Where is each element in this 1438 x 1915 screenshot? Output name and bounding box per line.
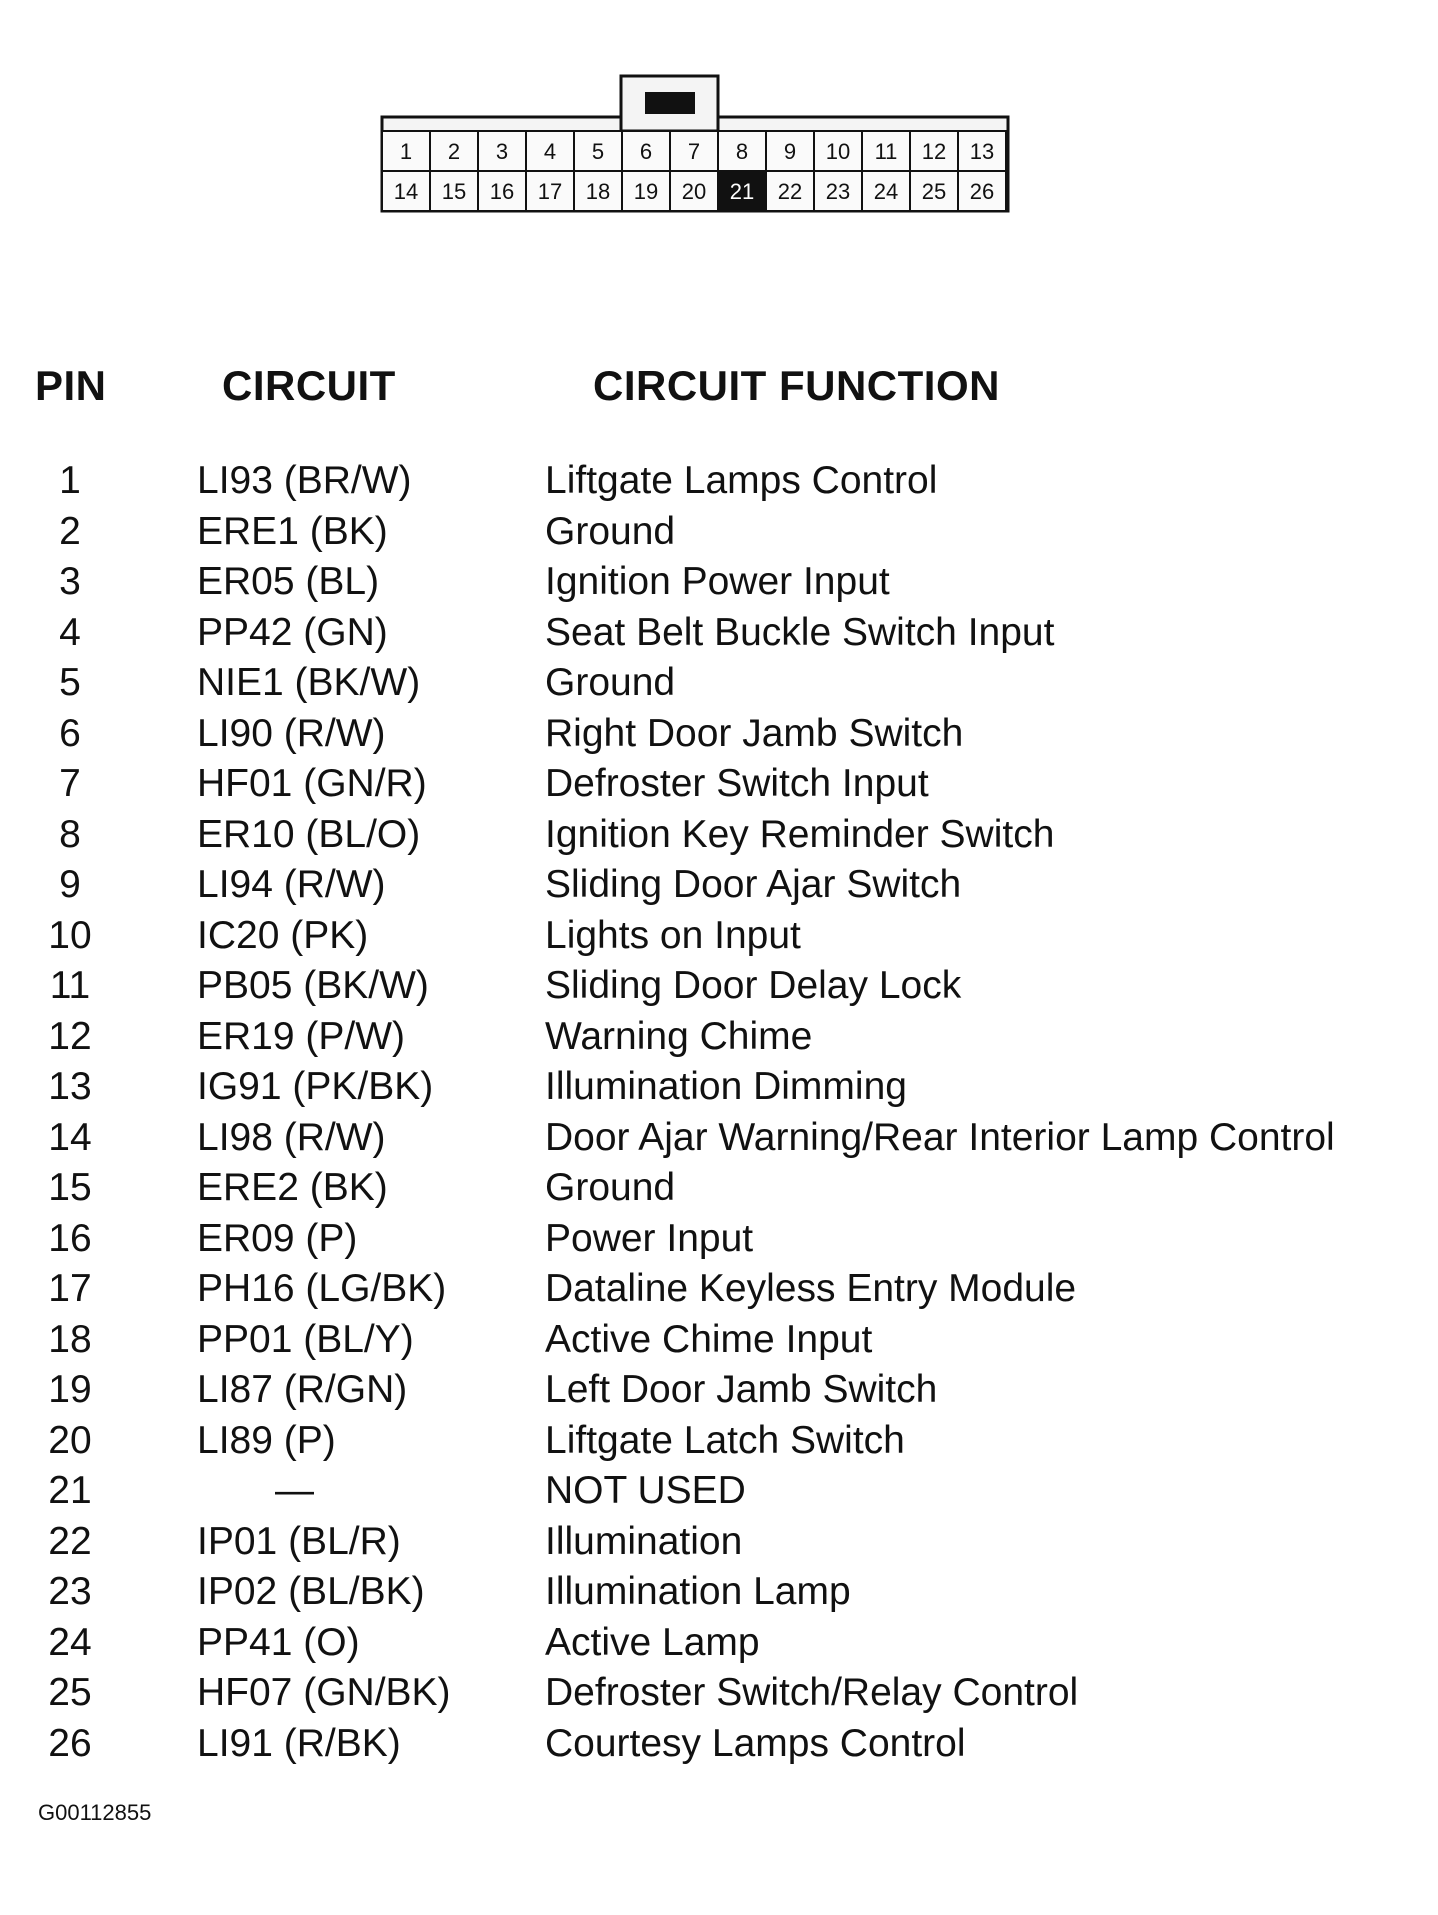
pin-cell-label: 6: [639, 139, 653, 164]
pin-number: 18: [48, 1317, 92, 1361]
pin-cell-label: 5: [591, 139, 605, 164]
pin-number: 16: [48, 1216, 92, 1260]
pin-number: 6: [59, 711, 81, 755]
table-row: [0, 709, 1438, 759]
pin-number: 19: [48, 1368, 92, 1411]
circuit-code: ER05 (BL): [197, 560, 380, 603]
pin-number: 3: [59, 560, 81, 603]
pin-number: 4: [59, 610, 81, 654]
circuit-code: LI94 (R/W): [197, 863, 386, 906]
circuit-code: ER10 (BL/O): [197, 812, 421, 856]
circuit-code: LI87 (R/GN): [197, 1368, 408, 1411]
pin-cell-label: 10: [825, 139, 851, 164]
table-row: [0, 1517, 1438, 1567]
pin-number: 2: [59, 509, 81, 553]
circuit-code: PP01 (BL/Y): [197, 1317, 414, 1361]
pin-cell-label: 16: [489, 179, 515, 204]
table-row: [0, 1315, 1438, 1365]
pin-number: 13: [48, 1065, 92, 1108]
table-row: [0, 1062, 1438, 1112]
circuit-function: Power Input: [545, 1216, 754, 1260]
circuit-function: Warning Chime: [545, 1014, 813, 1058]
circuit-function-column-header: CIRCUIT FUNCTION: [593, 362, 1000, 409]
table-row: [0, 1668, 1438, 1718]
pin-cell-label: 24: [873, 179, 899, 204]
circuit-function: Sliding Door Ajar Switch: [545, 863, 962, 906]
pin-number: 7: [59, 762, 81, 805]
pin-number: 22: [48, 1519, 92, 1563]
circuit-function: Defroster Switch/Relay Control: [545, 1671, 1079, 1714]
pin-number: 24: [48, 1620, 92, 1664]
pin-cell-label: 9: [783, 139, 797, 164]
circuit-function: Liftgate Lamps Control: [545, 459, 938, 502]
table-row: [0, 456, 1438, 506]
pin-cell-label: 25: [921, 179, 947, 204]
circuit-code: PB05 (BK/W): [197, 964, 429, 1007]
pin-number: 23: [48, 1570, 92, 1613]
circuit-code: PP41 (O): [197, 1620, 360, 1664]
table-row: [0, 1719, 1438, 1769]
pin-number: 10: [48, 913, 92, 957]
circuit-function: NOT USED: [545, 1469, 746, 1512]
pin-cell-label: 14: [393, 179, 419, 204]
circuit-code: ERE1 (BK): [197, 509, 388, 553]
table-row: [0, 810, 1438, 860]
circuit-code: LI98 (R/W): [197, 1115, 386, 1159]
circuit-code: LI91 (R/BK): [197, 1721, 401, 1765]
table-row: [0, 1214, 1438, 1264]
circuit-function: Sliding Door Delay Lock: [545, 964, 962, 1007]
circuit-code: IP01 (BL/R): [197, 1519, 401, 1563]
pin-cell-label: 12: [921, 139, 947, 164]
circuit-code: ER19 (P/W): [197, 1014, 406, 1058]
circuit-function: Lights on Input: [545, 913, 801, 957]
pin-number: 20: [48, 1418, 92, 1462]
pin-cell-label: 8: [735, 139, 749, 164]
circuit-code: HF07 (GN/BK): [197, 1671, 451, 1714]
table-row: [0, 1567, 1438, 1617]
pin-number: 1: [59, 459, 81, 502]
pin-cell-label: 26: [969, 179, 995, 204]
circuit-code: —: [275, 1469, 314, 1512]
table-row: [0, 1113, 1438, 1163]
circuit-code: PP42 (GN): [197, 610, 388, 654]
pin-column-header: PIN: [35, 362, 107, 409]
circuit-function: Ground: [545, 509, 676, 553]
table-row: [0, 1466, 1438, 1516]
pin-number: 25: [48, 1671, 92, 1714]
table-row: [0, 1264, 1438, 1314]
circuit-function: Active Chime Input: [545, 1317, 873, 1361]
pin-cell-label: 23: [825, 179, 851, 204]
table-row: [0, 860, 1438, 910]
circuit-code: IG91 (PK/BK): [197, 1065, 434, 1108]
pin-cell-label: 3: [495, 139, 509, 164]
table-row: [0, 759, 1438, 809]
pin-cell-label: 15: [441, 179, 467, 204]
pin-cell-label: 1: [399, 139, 413, 164]
circuit-code: NIE1 (BK/W): [197, 661, 421, 704]
pin-cell-label: 11: [874, 139, 898, 164]
table-row: [0, 507, 1438, 557]
circuit-function: Ignition Power Input: [545, 560, 890, 603]
pin-number: 26: [48, 1721, 92, 1765]
circuit-code: PH16 (LG/BK): [197, 1267, 447, 1310]
connector-face: [0, 0, 1438, 260]
table-row: [0, 658, 1438, 708]
table-row: [0, 608, 1438, 658]
pin-number: 9: [59, 863, 81, 906]
pin-number: 14: [48, 1115, 92, 1159]
pin-number: 21: [48, 1469, 92, 1512]
circuit-function: Ground: [545, 661, 676, 704]
pin-number: 15: [48, 1166, 92, 1209]
pin-cell-label: 20: [681, 179, 707, 204]
figure-code: G00112855: [38, 1800, 152, 1825]
circuit-function: Right Door Jamb Switch: [545, 711, 964, 755]
table-row: [0, 1365, 1438, 1415]
connector-latch-key: [645, 92, 695, 114]
pin-number: 8: [59, 812, 81, 856]
circuit-function: Illumination Lamp: [545, 1570, 851, 1613]
circuit-code: ERE2 (BK): [197, 1166, 388, 1209]
circuit-column-header: CIRCUIT: [222, 362, 396, 409]
pin-cells: [382, 131, 1006, 211]
table-row: [0, 961, 1438, 1011]
circuit-function: Left Door Jamb Switch: [545, 1368, 938, 1411]
pin-cell-label: 7: [687, 139, 701, 164]
circuit-code: IC20 (PK): [197, 913, 369, 957]
circuit-function: Ignition Key Reminder Switch: [545, 812, 1055, 856]
pin-cell-label: 22: [777, 179, 803, 204]
circuit-function: Ground: [545, 1166, 676, 1209]
pin-cell-label: 4: [543, 139, 557, 164]
circuit-code: ER09 (P): [197, 1216, 358, 1260]
pin-number: 17: [48, 1267, 92, 1310]
circuit-function: Courtesy Lamps Control: [545, 1721, 966, 1765]
circuit-function: Active Lamp: [545, 1620, 760, 1664]
circuit-function: Liftgate Latch Switch: [545, 1418, 905, 1462]
pin-cell-label: 21: [729, 179, 755, 204]
table-row: [0, 557, 1438, 607]
pin-cell-label: 19: [633, 179, 659, 204]
pin-cell-label: 18: [585, 179, 611, 204]
circuit-code: IP02 (BL/BK): [197, 1570, 425, 1613]
table-row: [0, 1012, 1438, 1062]
pin-number: 11: [49, 964, 91, 1007]
circuit-code: LI93 (BR/W): [197, 459, 412, 502]
circuit-function: Defroster Switch Input: [545, 762, 929, 805]
pin-cell-label: 2: [447, 139, 461, 164]
circuit-function: Illumination Dimming: [545, 1065, 907, 1108]
circuit-function: Dataline Keyless Entry Module: [545, 1267, 1077, 1310]
circuit-function: Seat Belt Buckle Switch Input: [545, 610, 1055, 654]
table-row: [0, 911, 1438, 961]
pin-number: 5: [59, 661, 81, 704]
table-row: [0, 1416, 1438, 1466]
pin-cell-label: 13: [969, 139, 995, 164]
pin-cell-label: 17: [537, 179, 563, 204]
circuit-function: Illumination: [545, 1519, 743, 1563]
pin-number: 12: [48, 1014, 92, 1058]
circuit-code: HF01 (GN/R): [197, 762, 427, 805]
table-row: [0, 1618, 1438, 1668]
table-row: [0, 1163, 1438, 1213]
circuit-code: LI89 (P): [197, 1418, 336, 1462]
circuit-function: Door Ajar Warning/Rear Interior Lamp Control: [545, 1115, 1335, 1159]
circuit-code: LI90 (R/W): [197, 711, 386, 755]
